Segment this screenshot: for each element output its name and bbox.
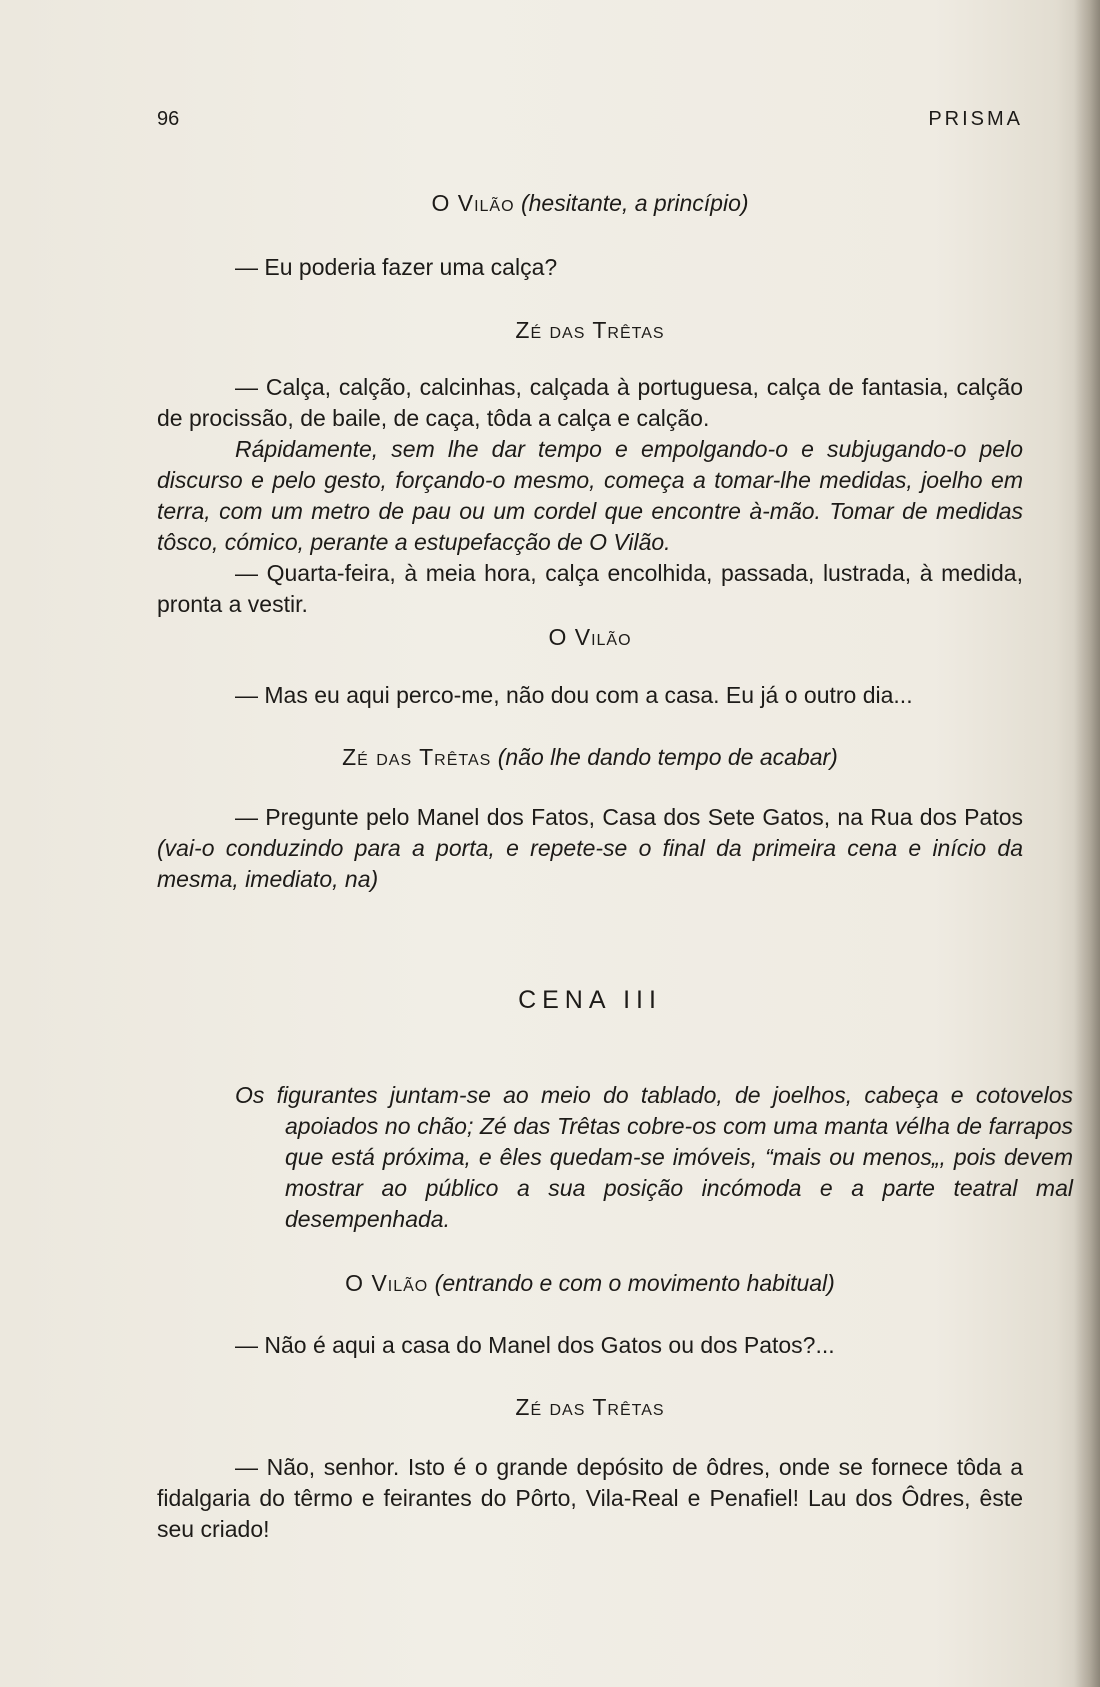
speaker-name: Zé das Trêtas — [515, 317, 665, 343]
speaker-name: Zé das Trêtas — [515, 1394, 665, 1420]
page-spine-shadow — [1074, 0, 1100, 1687]
stage-direction: (não lhe dando tempo de acabar) — [497, 744, 838, 770]
stage-direction: Rápidamente, sem lhe dar tempo e empolgando-o e subjugando-o pelo discurso e pelo gesto, forçando-o mesmo, começa a tomar-lhe medidas, joelho em terra, com um metro de pau ou um cordel que encontre à-mão. Tomar de medidas tôsco, cómico, perante a estupefacção de O Vilão. — [157, 436, 1023, 555]
speaker-name: O Vilão — [548, 624, 632, 650]
page-header — [157, 108, 1023, 138]
stage-direction: (hesitante, a princípio) — [520, 190, 749, 216]
speaker-heading — [157, 622, 1023, 653]
stage-direction: (entrando e com o movimento habitual) — [434, 1270, 835, 1296]
dialogue-text: — Pregunte pelo Manel dos Fatos, Casa dos Sete Gatos, na Rua dos Patos — [235, 804, 1023, 830]
page-number: 96 — [157, 108, 180, 130]
running-head: PRISMA — [928, 108, 1023, 130]
speaker-heading — [157, 742, 1023, 773]
speaker-heading — [157, 1392, 1023, 1423]
scene-stage-direction: Os figurantes juntam-se ao meio do tablado, de joelhos, cabeça e cotovelos apoiados no chão; Zé das Trêtas cobre-os com uma manta vélha de farrapos que está próxima, e êles quedam-se imóveis, “mais ou menos„, pois devem mostrar ao público a sua posição incómoda e a parte teatral mal desempenhada. — [235, 1082, 1073, 1232]
dialogue-line: — Calça, calção, calcinhas, calçada à portuguesa, calça de fantasia, calção de procissão, de baile, de caça, tôda a calça e calção. — [157, 374, 1023, 431]
dialogue-line: — Eu poderia fazer uma calça? — [235, 254, 558, 280]
dialogue-line: — Quarta-feira, à meia hora, calça encolhida, passada, lustrada, à medida, pronta a vestir. — [157, 560, 1023, 617]
speaker-name: Zé das Trêtas — [342, 744, 492, 770]
scene-title: CENA III — [518, 986, 662, 1014]
stage-direction: (vai-o conduzindo para a porta, e repete-se o final da primeira cena e início da mesma, imediato, na) — [157, 835, 1023, 892]
dialogue-line: — Mas eu aqui perco-me, não dou com a casa. Eu já o outro dia... — [235, 682, 913, 708]
speaker-heading — [157, 1268, 1023, 1299]
speaker-name: O Vilão — [345, 1270, 429, 1296]
dialogue-line: — Não é aqui a casa do Manel dos Gatos ou dos Patos?... — [235, 1332, 835, 1358]
speaker-name: O Vilão — [431, 190, 515, 216]
speaker-heading — [157, 188, 1023, 219]
dialogue-line: — Não, senhor. Isto é o grande depósito de ôdres, onde se fornece tôda a fidalgaria do têrmo e feirantes do Pôrto, Vila-Real e Penafiel! Lau dos Ôdres, êste seu criado! — [157, 1454, 1023, 1542]
speaker-heading — [157, 315, 1023, 346]
dialogue-line — [157, 802, 1023, 895]
